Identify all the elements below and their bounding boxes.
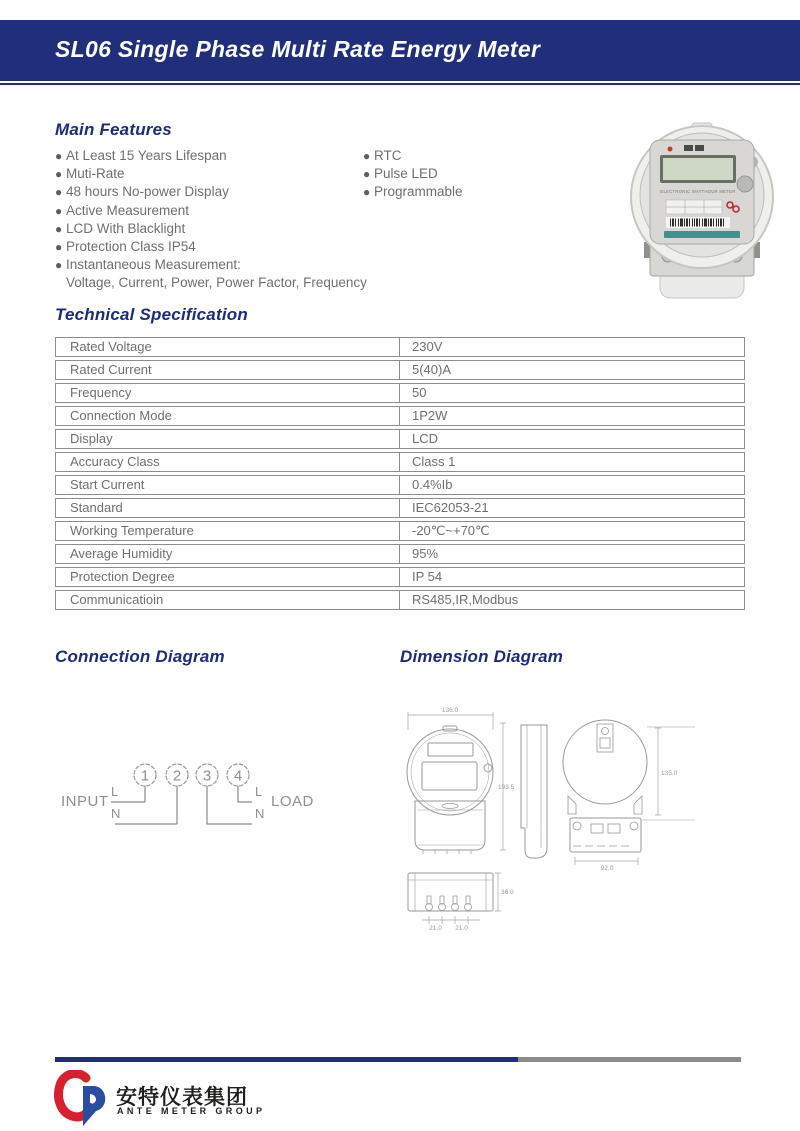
button-port <box>695 145 704 151</box>
feature-text: Pulse LED <box>374 166 438 182</box>
spec-row <box>55 498 745 518</box>
spec-row <box>55 383 745 403</box>
feature-text: Muti-Rate <box>66 166 125 182</box>
dim-front-height: 193.5 <box>498 784 515 791</box>
feature-item <box>55 183 367 201</box>
spec-label: Protection Degree <box>55 567 400 587</box>
nameplate-text: ELECTRONIC WATTHOUR METER <box>660 189 736 194</box>
company-logo <box>50 1070 112 1128</box>
spec-row <box>55 337 745 357</box>
spec-table <box>55 334 745 613</box>
product-photo <box>606 122 790 304</box>
load-label: LOAD <box>271 793 314 810</box>
front-dim-lines <box>408 712 506 850</box>
dim-terminal-pitch-a: 21.0 <box>429 925 442 932</box>
dim-bottom-depth: 36.0 <box>501 889 514 896</box>
spec-label: Average Humidity <box>55 544 400 564</box>
feature-item <box>55 165 367 183</box>
bullet-icon: ● <box>55 167 63 182</box>
bottom-dim-lines <box>422 873 501 924</box>
dimension-diagram-heading: Dimension Diagram <box>400 647 564 666</box>
feature-text: 48 hours No-power Display <box>66 184 229 200</box>
spec-row <box>55 452 745 472</box>
spec-row <box>55 360 745 380</box>
line-l-load: L <box>255 784 263 799</box>
terminal-number: 3 <box>202 767 212 785</box>
bullet-icon: ● <box>363 149 371 163</box>
feature-text: Instantaneous Measurement: <box>66 257 241 273</box>
terminal-number: 2 <box>172 767 182 785</box>
footer-rule-gray <box>518 1057 741 1062</box>
spec-row <box>55 544 745 564</box>
spec-label: Rated Voltage <box>55 337 400 357</box>
spec-label: Connection Mode <box>55 406 400 426</box>
header-stripe <box>0 83 800 85</box>
spec-label: Start Current <box>55 475 400 495</box>
spec-row <box>55 475 745 495</box>
feature-item <box>363 147 463 165</box>
side-view <box>521 725 547 858</box>
bullet-icon: ● <box>55 185 63 200</box>
logo-chinese-text: 安特仪表集团 <box>116 1086 248 1109</box>
connection-wires <box>111 786 252 824</box>
spec-value: -20℃~+70℃ <box>400 521 745 541</box>
spec-row <box>55 429 745 449</box>
main-features-heading: Main Features <box>55 120 172 139</box>
connection-diagram-drawing <box>55 742 335 854</box>
spec-row <box>55 406 745 426</box>
page-title: SL06 Single Phase Multi Rate Energy Meter <box>55 36 541 62</box>
spec-row <box>55 590 745 610</box>
bullet-icon: ● <box>363 185 371 200</box>
dim-front-width: 136.0 <box>441 707 459 714</box>
spec-value: LCD <box>400 429 745 449</box>
label-strip <box>664 231 740 238</box>
spec-value: 5(40)A <box>400 360 745 380</box>
features-list-left <box>55 147 367 292</box>
energy-meter-illustration <box>606 122 790 304</box>
feature-item <box>55 220 367 238</box>
features-list-right <box>363 147 463 202</box>
bullet-icon: ● <box>55 203 63 218</box>
terminal-number: 1 <box>140 767 150 785</box>
line-n-load: N <box>255 806 265 821</box>
spec-row <box>55 567 745 587</box>
feature-item <box>55 256 367 274</box>
feature-item <box>55 147 367 165</box>
bottom-view <box>408 873 493 911</box>
spec-value: 50 <box>400 383 745 403</box>
line-l-input: L <box>111 784 119 799</box>
spec-value: IEC62053-21 <box>400 498 745 518</box>
spec-label: Communicatioin <box>55 590 400 610</box>
spec-value: RS485,IR,Modbus <box>400 590 745 610</box>
dim-mount-width: 92.0 <box>600 865 614 872</box>
back-view <box>563 720 695 852</box>
spec-value: IP 54 <box>400 567 745 587</box>
spec-label: Accuracy Class <box>55 452 400 472</box>
spec-label: Frequency <box>55 383 400 403</box>
bullet-icon: ● <box>55 149 63 163</box>
feature-text: Programmable <box>374 184 463 200</box>
ir-port <box>684 145 693 151</box>
spec-value: 95% <box>400 544 745 564</box>
bullet-icon: ● <box>55 221 63 236</box>
line-n-input: N <box>111 806 121 821</box>
feature-text: Active Measurement <box>66 202 190 218</box>
spec-label: Display <box>55 429 400 449</box>
spec-value: 0.4%Ib <box>400 475 745 495</box>
pulse-led <box>668 147 673 152</box>
dimension-diagram-drawing <box>395 700 760 945</box>
dim-terminal-pitch-b: 21.0 <box>455 925 468 932</box>
logo-english-text: ANTE METER GROUP <box>117 1106 266 1116</box>
display-button <box>737 176 753 192</box>
front-view <box>407 726 493 854</box>
feature-text: At Least 15 Years Lifespan <box>66 148 227 163</box>
feature-text: Protection Class IP54 <box>66 239 196 255</box>
bullet-icon: ● <box>55 258 63 273</box>
logo-blue-d <box>80 1086 105 1126</box>
feature-text: RTC <box>374 148 402 163</box>
lcd-screen <box>663 158 733 180</box>
bullet-icon: ● <box>55 240 63 255</box>
spec-value: 1P2W <box>400 406 745 426</box>
spec-label: Standard <box>55 498 400 518</box>
spec-row <box>55 521 745 541</box>
feature-item <box>55 238 367 256</box>
spec-label: Working Temperature <box>55 521 400 541</box>
technical-specification-heading: Technical Specification <box>55 305 248 324</box>
bullet-icon: ● <box>363 167 371 182</box>
feature-item-continuation: Voltage, Current, Power, Power Factor, Frequency <box>66 275 367 291</box>
feature-text: LCD With Blacklight <box>66 220 186 236</box>
feature-item <box>363 183 463 201</box>
spec-label: Rated Current <box>55 360 400 380</box>
connection-diagram-heading: Connection Diagram <box>55 647 225 666</box>
spec-value: 230V <box>400 337 745 357</box>
terminal-number: 4 <box>233 767 243 785</box>
spec-value: Class 1 <box>400 452 745 472</box>
feature-item <box>55 202 367 220</box>
terminal-circles <box>134 764 249 786</box>
back-dim-lines <box>575 728 661 865</box>
input-label: INPUT <box>61 793 109 810</box>
footer-rule-blue <box>55 1057 518 1062</box>
feature-item <box>363 165 463 183</box>
dim-back-height: 135.0 <box>661 770 678 777</box>
